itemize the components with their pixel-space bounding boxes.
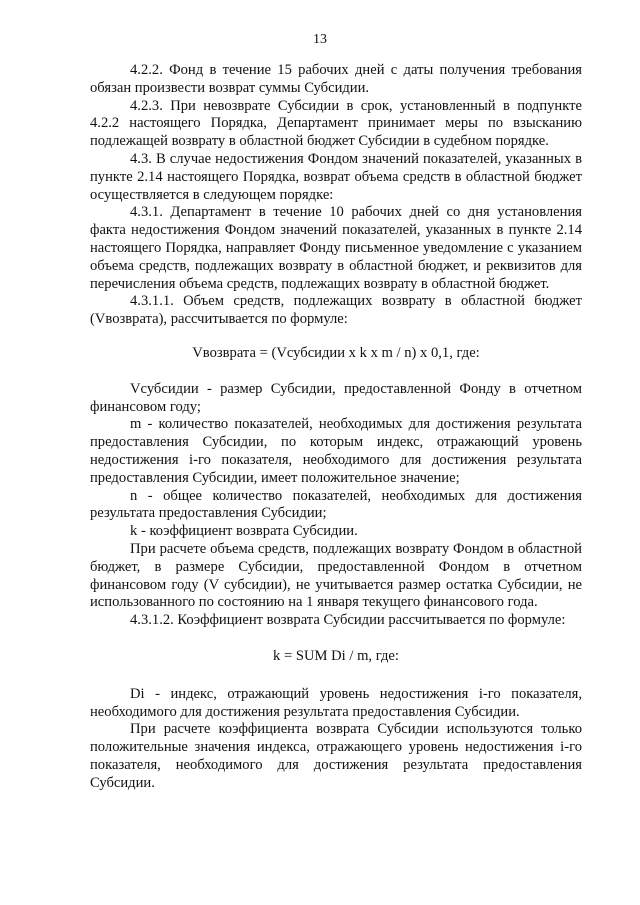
definition-n: n - общее количество показателей, необходимых для достижения результата предоставления Субсидии;	[90, 487, 582, 522]
formula-coefficient: k = SUM Di / m, где:	[273, 647, 399, 664]
definition-vsubsidii: Vсубсидии - размер Субсидии, предоставленной Фонду в отчетном финансовом году;	[90, 380, 582, 415]
page-number: 13	[313, 32, 327, 47]
paragraph-4-3-1-2: 4.3.1.2. Коэффициент возврата Субсидии рассчитывается по формуле:	[130, 612, 566, 629]
paragraph-4-3: 4.3. В случае недостижения Фондом значений показателей, указанных в пункте 2.14 настоящего Порядка, возврат объема средств в областной бюджет осуществляется в следующем порядке:	[90, 150, 582, 203]
paragraph-calculation-note: При расчете объема средств, подлежащих возврату Фондом в областной бюджет, в размере Субсидии, предоставленной Фондом в отчетном финансовом году (V субсидии), не учитывается размер остатка Субсидии, не использованного по состоянию на 1 января текущего финансового года.	[90, 540, 582, 611]
paragraph-4-2-2: 4.2.2. Фонд в течение 15 рабочих дней с даты получения требования обязан произвести возврат суммы Субсидии.	[90, 62, 582, 96]
formula-return-volume: Vвозврата = (Vсубсидии x k x m / n) x 0,1, где:	[192, 344, 480, 361]
paragraph-4-3-1: 4.3.1. Департамент в течение 10 рабочих дней со дня установления факта недостижения Фондом значений показателей, указанных в пункте 2.14 настоящего Порядка, направляет Фонду письменное уведомление с указанием объема средств, подлежащих возврату в областной бюджет, и реквизитов для перечисления объема средств, подлежащих возврату в областной бюджет.	[90, 204, 582, 292]
definition-k: k - коэффициент возврата Субсидии.	[130, 523, 358, 540]
paragraph-4-3-1-1: 4.3.1.1. Объем средств, подлежащих возврату в областной бюджет (Vвозврата), рассчитывается по формуле:	[90, 293, 582, 328]
document-body	[90, 62, 582, 792]
paragraph-positive-values: При расчете коэффициента возврата Субсидии используются только положительные значения индекса, отражающего уровень недостижения i-го показателя, необходимого для достижения результата предоставления Субсидии.	[90, 721, 582, 791]
definition-di: Di - индекс, отражающий уровень недостижения i-го показателя, необходимого для достижения результата предоставления Субсидии.	[90, 685, 582, 720]
definition-m: m - количество показателей, необходимых для достижения результата предоставления Субсидии, по которым индекс, отражающий уровень недостижения i-го показателя, необходимого для достижения результата предоставления Субсидии, имеет положительное значение;	[90, 416, 582, 486]
paragraph-4-2-3: 4.2.3. При невозврате Субсидии в срок, установленный в подпункте 4.2.2 настоящего Порядка, Департамент принимает меры по взысканию подлежащей возврату в областной бюджет Субсидии в судебном порядке.	[90, 97, 582, 150]
